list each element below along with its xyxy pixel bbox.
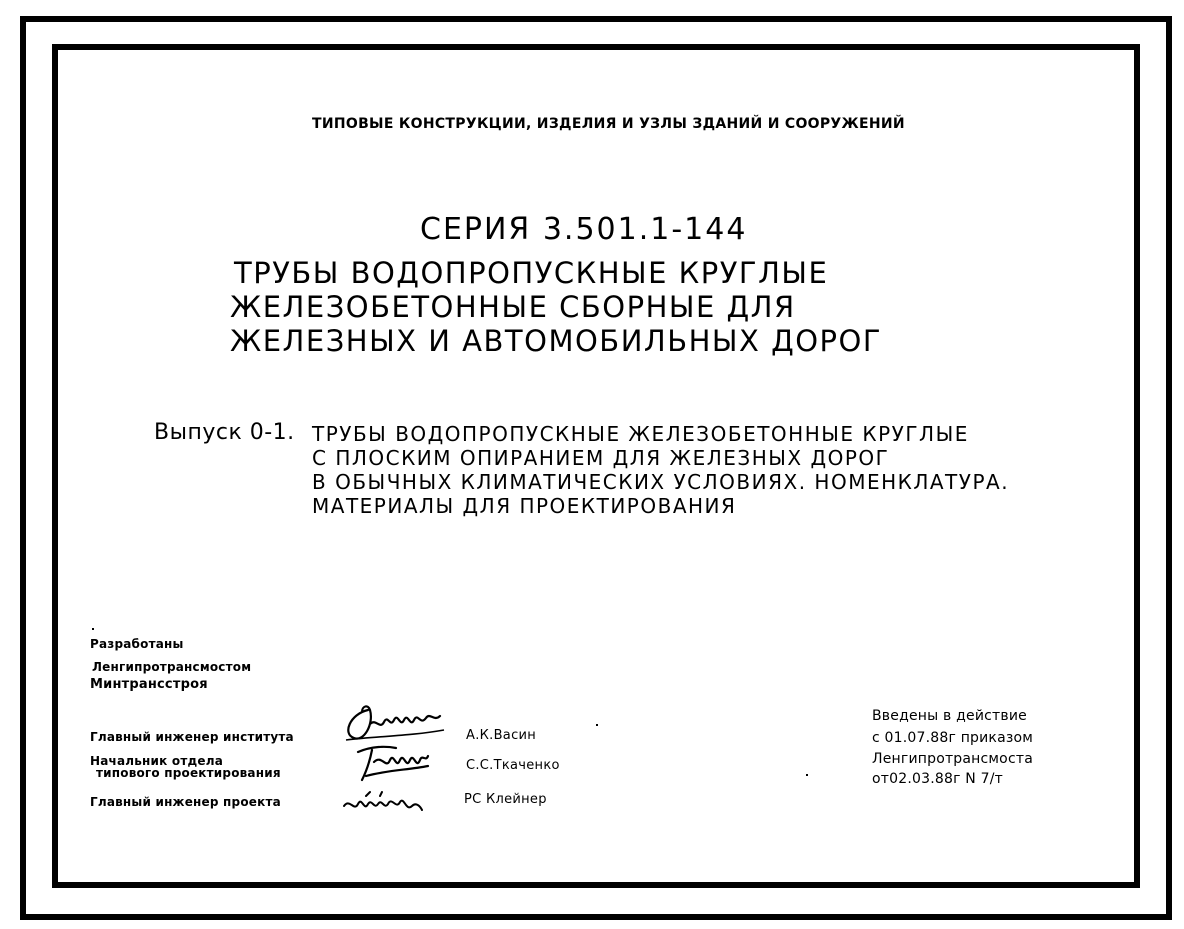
signatory-name-tkachenko: С.С.Ткаченко xyxy=(466,758,560,773)
signatory-role-chief-project-engineer: Главный инженер проекта xyxy=(90,795,281,809)
signature-kleiner xyxy=(340,790,424,820)
signature-tkachenko xyxy=(352,740,432,784)
issue-line-1: ТРУБЫ ВОДОПРОПУСКНЫЕ ЖЕЛЕЗОБЕТОННЫЕ КРУГЛЫЕ xyxy=(312,422,969,446)
speck xyxy=(92,628,94,630)
speck xyxy=(596,724,598,726)
series-heading: ТИПОВЫЕ КОНСТРУКЦИИ, ИЗДЕЛИЯ И УЗЛЫ ЗДАНИЙ И СООРУЖЕНИЙ xyxy=(312,116,905,132)
series-number: СЕРИЯ 3.501.1-144 xyxy=(420,212,748,247)
title-line-2: ЖЕЛЕЗОБЕТОННЫЕ СБОРНЫЕ ДЛЯ xyxy=(230,290,796,324)
signatory-role-head-of-department-line-2: типового проектирования xyxy=(96,766,281,780)
developer-org-line-1: Ленгипротрансмостом xyxy=(92,660,252,674)
speck xyxy=(806,774,808,776)
introduction-line-4: от02.03.88г N 7/т xyxy=(872,771,1003,787)
developer-org-line-2: Минтрансстроя xyxy=(90,677,208,692)
title-line-1: ТРУБЫ ВОДОПРОПУСКНЫЕ КРУГЛЫЕ xyxy=(234,256,829,290)
signatory-name-vasin: А.К.Васин xyxy=(466,728,537,743)
signatory-name-kleiner: РС Клейнер xyxy=(464,792,547,807)
issue-label: Выпуск 0-1. xyxy=(154,420,295,445)
signature-vasin xyxy=(340,700,450,744)
introduction-line-3: Ленгипротрансмоста xyxy=(872,751,1033,767)
signatory-role-head-of-department-line-1: Начальник отдела xyxy=(90,754,223,768)
title-line-3: ЖЕЛЕЗНЫХ И АВТОМОБИЛЬНЫХ ДОРОГ xyxy=(230,324,883,358)
issue-line-4: МАТЕРИАЛЫ ДЛЯ ПРОЕКТИРОВАНИЯ xyxy=(312,494,737,518)
introduction-line-2: с 01.07.88г приказом xyxy=(872,730,1034,746)
introduction-line-1: Введены в действие xyxy=(872,708,1027,724)
issue-line-2: С ПЛОСКИМ ОПИРАНИЕМ ДЛЯ ЖЕЛЕЗНЫХ ДОРОГ xyxy=(312,446,890,470)
signatory-role-chief-engineer-institute: Главный инженер института xyxy=(90,730,294,744)
developer-label: Разработаны xyxy=(90,637,184,651)
issue-line-3: В ОБЫЧНЫХ КЛИМАТИЧЕСКИХ УСЛОВИЯХ. НОМЕНКЛАТУРА. xyxy=(312,470,1010,494)
